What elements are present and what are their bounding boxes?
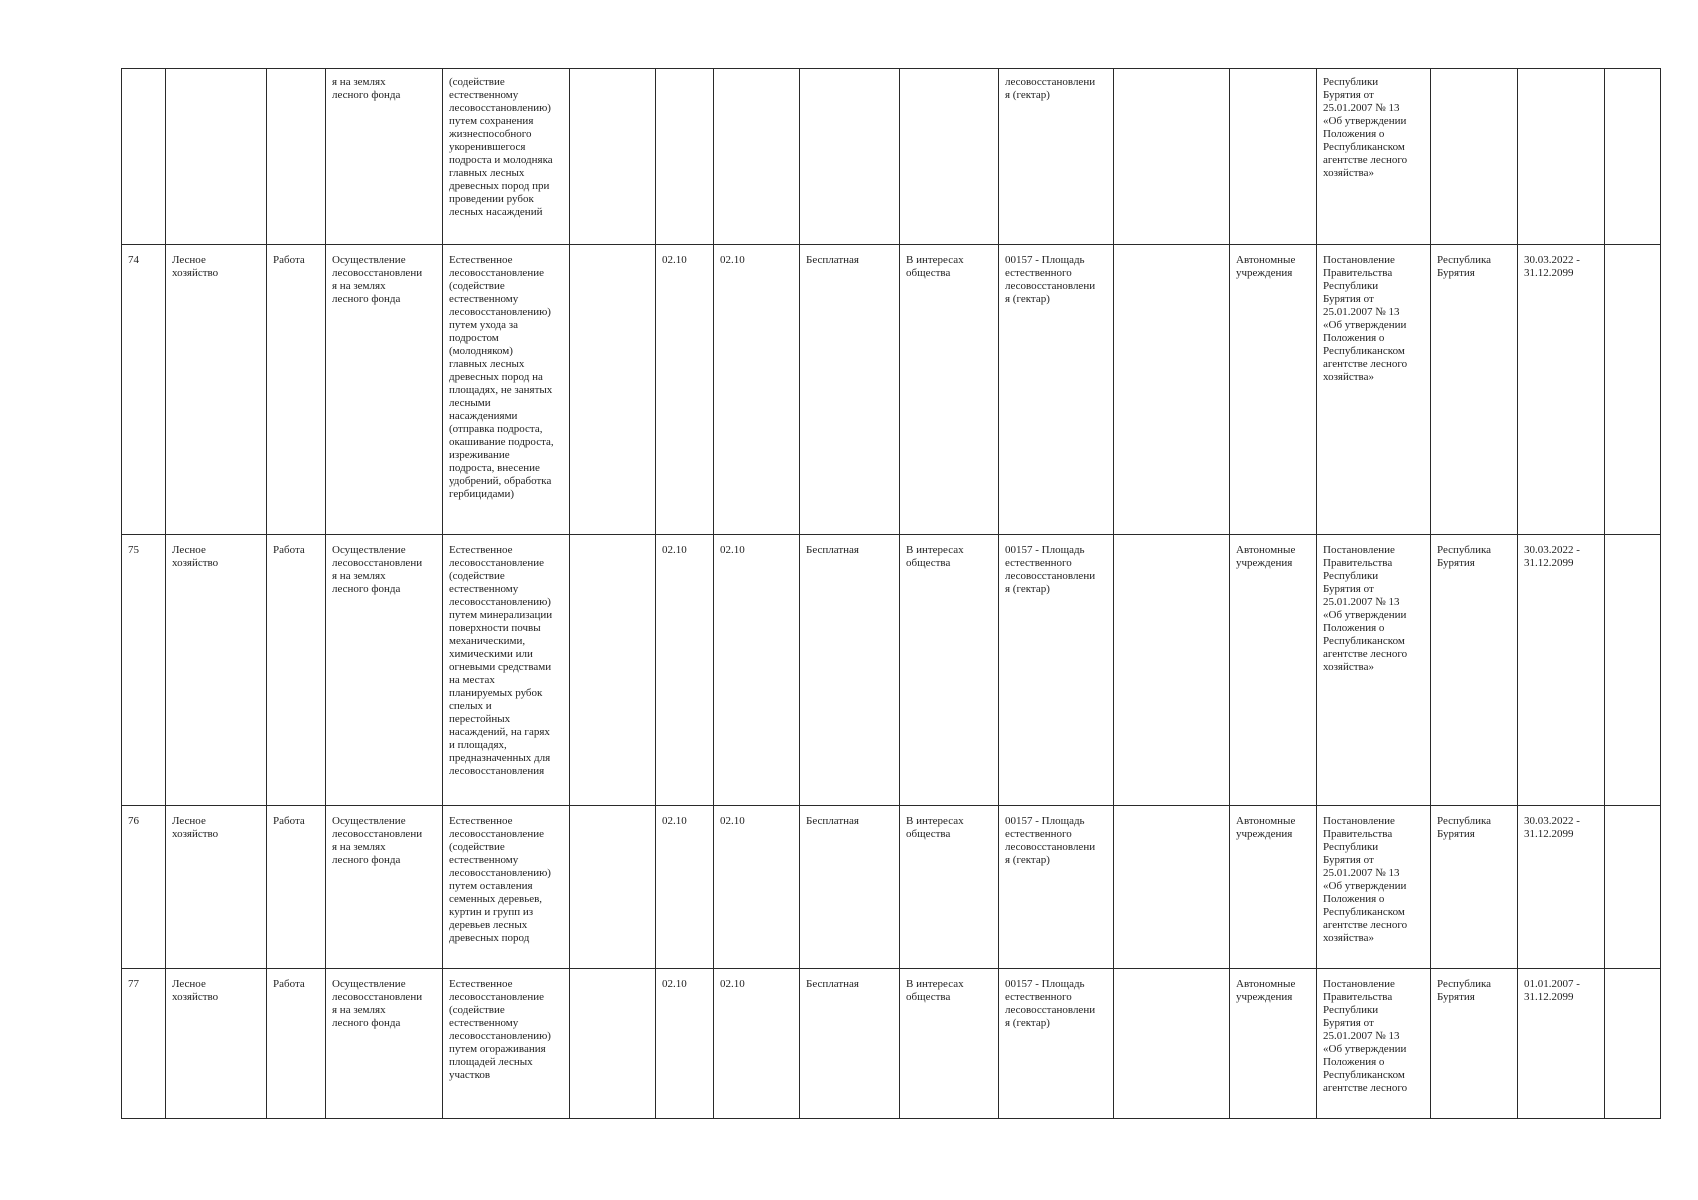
cell-number xyxy=(122,69,166,245)
cell-indicator: 00157 - Площадь естественного лесовосстановлени я (гектар) xyxy=(999,806,1114,969)
cell-empty xyxy=(1605,535,1661,806)
cell-type: Работа xyxy=(267,535,326,806)
cell-name: Осуществление лесовосстановлени я на землях лесного фонда xyxy=(326,969,443,1119)
cell-empty xyxy=(1114,69,1230,245)
cell-code-1: 02.10 xyxy=(656,806,714,969)
cell-region: Республика Бурятия xyxy=(1431,535,1518,806)
cell-institution: Автономные учреждения xyxy=(1230,969,1317,1119)
cell-content: Естественное лесовосстановление (содействие естественному лесовосстановлению) путем оставления семенных деревьев, куртин и групп из деревьев лесных древесных пород xyxy=(443,806,570,969)
registry-table xyxy=(121,68,1661,1119)
cell-empty xyxy=(570,969,656,1119)
cell-payment: Бесплатная xyxy=(800,806,900,969)
cell-period xyxy=(1518,69,1605,245)
cell-sector: Лесное хозяйство xyxy=(166,969,267,1119)
cell-period: 01.01.2007 - 31.12.2099 xyxy=(1518,969,1605,1119)
cell-interest: В интересах общества xyxy=(900,535,999,806)
cell-sector: Лесное хозяйство xyxy=(166,245,267,535)
cell-empty xyxy=(1114,969,1230,1119)
cell-empty xyxy=(570,245,656,535)
cell-period: 30.03.2022 - 31.12.2099 xyxy=(1518,806,1605,969)
cell-region: Республика Бурятия xyxy=(1431,969,1518,1119)
cell-name: я на землях лесного фонда xyxy=(326,69,443,245)
cell-type: Работа xyxy=(267,806,326,969)
cell-code-1: 02.10 xyxy=(656,535,714,806)
cell-basis: Постановление Правительства Республики Бурятия от 25.01.2007 № 13 «Об утверждении Положения о Республиканском агентстве лесного хозяйства» xyxy=(1317,245,1431,535)
cell-empty xyxy=(1114,245,1230,535)
cell-name: Осуществление лесовосстановлени я на землях лесного фонда xyxy=(326,245,443,535)
cell-empty xyxy=(1605,969,1661,1119)
cell-code-2: 02.10 xyxy=(714,245,800,535)
cell-payment: Бесплатная xyxy=(800,969,900,1119)
table-row xyxy=(122,245,1661,535)
cell-type: Работа xyxy=(267,245,326,535)
cell-empty xyxy=(570,535,656,806)
cell-payment xyxy=(800,69,900,245)
cell-content: Естественное лесовосстановление (содействие естественному лесовосстановлению) путем ухода за подростом (молодняком) главных лесных древесных пород на площадях, не занятых лесными насаждениями (отправка подроста, окашивание подроста, изреживание подроста, внесение удобрений, обработка гербицидами) xyxy=(443,245,570,535)
cell-number: 75 xyxy=(122,535,166,806)
cell-code-2: 02.10 xyxy=(714,535,800,806)
cell-region: Республика Бурятия xyxy=(1431,806,1518,969)
cell-institution: Автономные учреждения xyxy=(1230,806,1317,969)
cell-empty xyxy=(1114,535,1230,806)
cell-number: 76 xyxy=(122,806,166,969)
cell-type: Работа xyxy=(267,969,326,1119)
cell-institution: Автономные учреждения xyxy=(1230,245,1317,535)
cell-period: 30.03.2022 - 31.12.2099 xyxy=(1518,245,1605,535)
cell-basis: Постановление Правительства Республики Бурятия от 25.01.2007 № 13 «Об утверждении Положения о Республиканском агентстве лесного хозяйства» xyxy=(1317,535,1431,806)
cell-period: 30.03.2022 - 31.12.2099 xyxy=(1518,535,1605,806)
cell-code-2 xyxy=(714,69,800,245)
cell-interest: В интересах общества xyxy=(900,969,999,1119)
cell-content: Естественное лесовосстановление (содействие естественному лесовосстановлению) путем минерализации поверхности почвы механическими, химическими или огневыми средствами на местах планируемых рубок спелых и перестойных насаждений, на гарях и площадях, предназначенных для лесовосстановления xyxy=(443,535,570,806)
cell-interest: В интересах общества xyxy=(900,806,999,969)
cell-code-2: 02.10 xyxy=(714,806,800,969)
cell-institution: Автономные учреждения xyxy=(1230,535,1317,806)
cell-empty xyxy=(1114,806,1230,969)
cell-indicator: лесовосстановлени я (гектар) xyxy=(999,69,1114,245)
cell-type xyxy=(267,69,326,245)
cell-code-1: 02.10 xyxy=(656,969,714,1119)
table-row xyxy=(122,535,1661,806)
cell-region xyxy=(1431,69,1518,245)
cell-payment: Бесплатная xyxy=(800,245,900,535)
cell-empty xyxy=(1605,69,1661,245)
cell-sector: Лесное хозяйство xyxy=(166,806,267,969)
cell-number: 74 xyxy=(122,245,166,535)
cell-code-2: 02.10 xyxy=(714,969,800,1119)
cell-sector xyxy=(166,69,267,245)
table-row xyxy=(122,806,1661,969)
table-row xyxy=(122,69,1661,245)
cell-basis: Республики Бурятия от 25.01.2007 № 13 «Об утверждении Положения о Республиканском агентстве лесного хозяйства» xyxy=(1317,69,1431,245)
cell-empty xyxy=(1605,245,1661,535)
cell-basis: Постановление Правительства Республики Бурятия от 25.01.2007 № 13 «Об утверждении Положения о Республиканском агентстве лесного хозяйства» xyxy=(1317,806,1431,969)
cell-number: 77 xyxy=(122,969,166,1119)
cell-indicator: 00157 - Площадь естественного лесовосстановлени я (гектар) xyxy=(999,245,1114,535)
cell-code-1 xyxy=(656,69,714,245)
cell-basis: Постановление Правительства Республики Бурятия от 25.01.2007 № 13 «Об утверждении Положения о Республиканском агентстве лесного xyxy=(1317,969,1431,1119)
cell-code-1: 02.10 xyxy=(656,245,714,535)
cell-interest: В интересах общества xyxy=(900,245,999,535)
cell-empty xyxy=(570,69,656,245)
cell-name: Осуществление лесовосстановлени я на землях лесного фонда xyxy=(326,535,443,806)
cell-region: Республика Бурятия xyxy=(1431,245,1518,535)
cell-interest xyxy=(900,69,999,245)
cell-empty xyxy=(1605,806,1661,969)
cell-indicator: 00157 - Площадь естественного лесовосстановлени я (гектар) xyxy=(999,535,1114,806)
cell-institution xyxy=(1230,69,1317,245)
cell-empty xyxy=(570,806,656,969)
cell-content: (содействие естественному лесовосстановлению) путем сохранения жизнеспособного укоренившегося подроста и молодняка главных лесных древесных пород при проведении рубок лесных насаждений xyxy=(443,69,570,245)
cell-indicator: 00157 - Площадь естественного лесовосстановлени я (гектар) xyxy=(999,969,1114,1119)
cell-name: Осуществление лесовосстановлени я на землях лесного фонда xyxy=(326,806,443,969)
table-row xyxy=(122,969,1661,1119)
cell-content: Естественное лесовосстановление (содействие естественному лесовосстановлению) путем огораживания площадей лесных участков xyxy=(443,969,570,1119)
cell-payment: Бесплатная xyxy=(800,535,900,806)
cell-sector: Лесное хозяйство xyxy=(166,535,267,806)
